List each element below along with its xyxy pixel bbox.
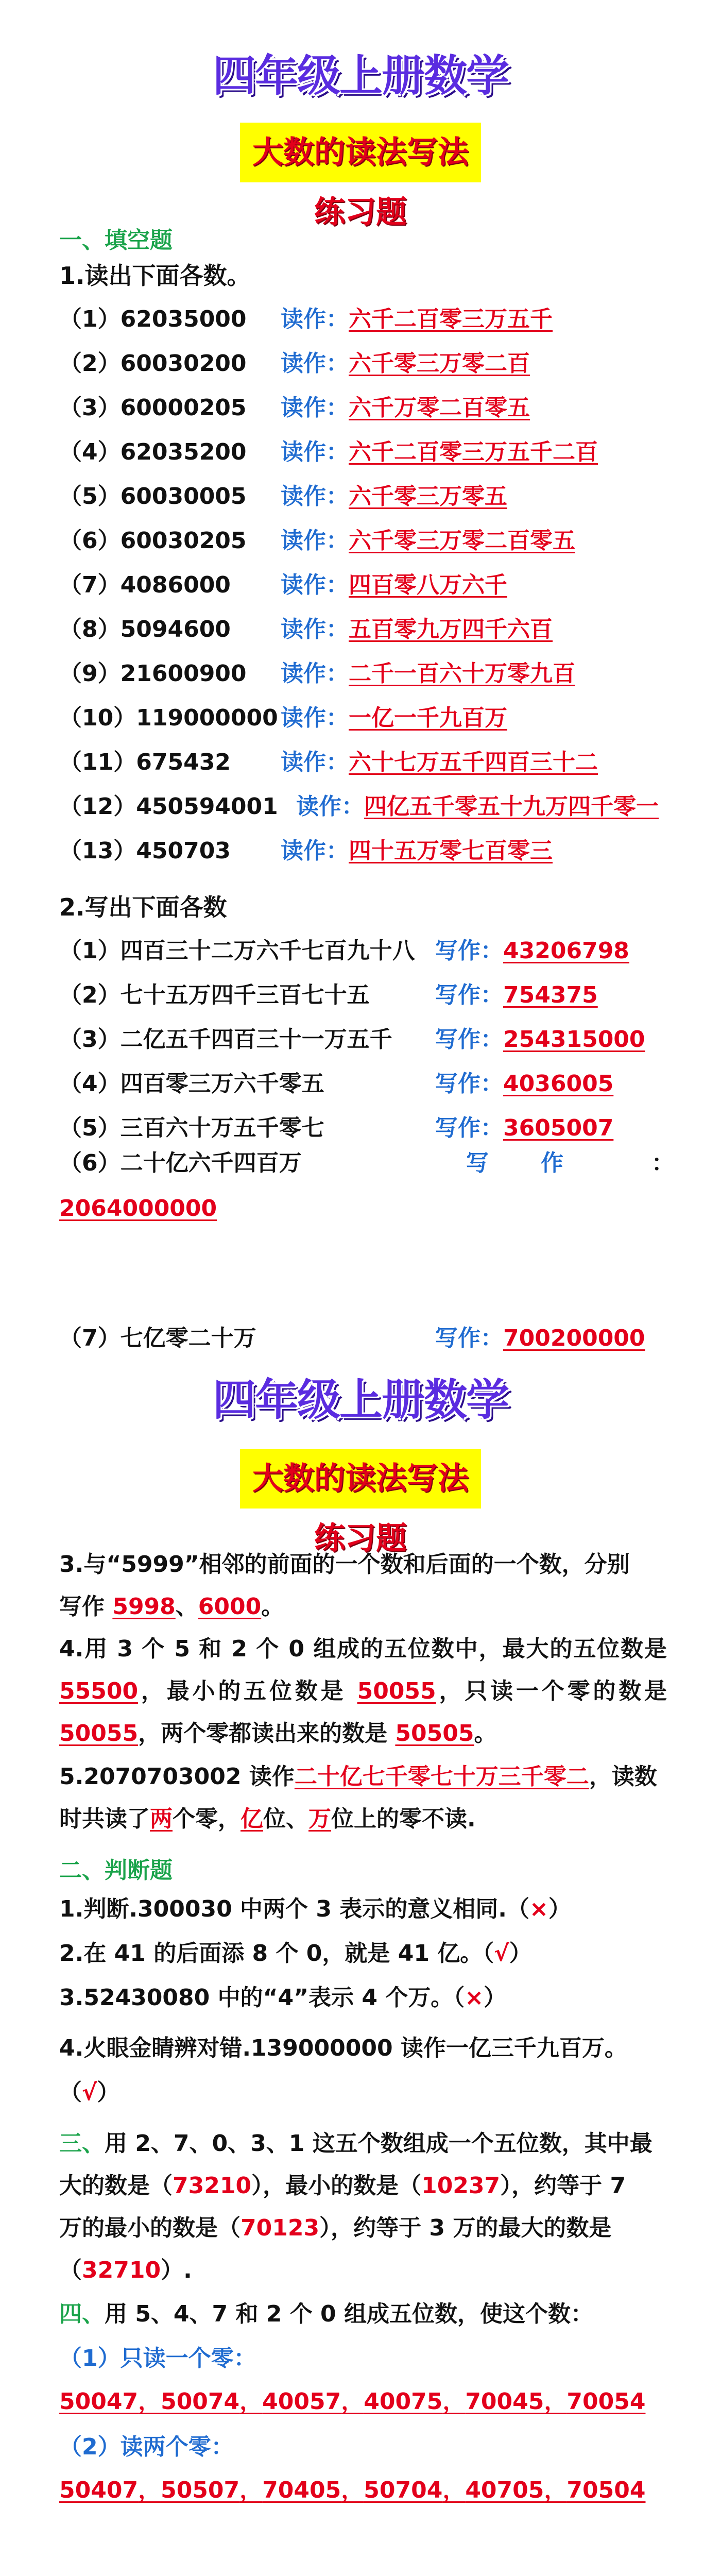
q7-answer: 50407 [59, 2477, 139, 2503]
judge-text: 1.判断.300030 中两个 3 表示的意义相同.（ [59, 1896, 530, 1922]
q4-end: 。 [474, 1720, 497, 1747]
q7-text: 用 5、4、7 和 2 个 0 组成五位数，使这个数： [105, 2301, 593, 2327]
write-colon: ： [651, 1150, 674, 1176]
judge-item [59, 1896, 571, 1923]
q4-answer: 50505 [395, 1720, 474, 1747]
read-item-number: （5）60030005 [59, 483, 247, 510]
q7-answer: 50507 [161, 2477, 240, 2503]
read-item [59, 350, 530, 378]
section-3-head: 三、 [59, 2130, 105, 2157]
read-item-number: （9）21600900 [59, 660, 247, 687]
q5-text: 位、 [263, 1806, 308, 1832]
write-item-number: （6）二十亿六千四百万 [59, 1150, 302, 1176]
read-label: 读作： [281, 705, 349, 731]
write-label: 写作： [435, 1026, 503, 1053]
q3-text: 写作 [59, 1594, 105, 1620]
judge-text: 3.52430080 中的“4”表示 4 个万。（ [59, 1985, 465, 2011]
q4-answer: 50055 [357, 1678, 436, 1704]
read-item-number: （3）60000205 [59, 395, 247, 421]
q6-text: ），约等于 3 万的最大的数是 [319, 2215, 612, 2241]
q3-separator: 、 [175, 1594, 198, 1620]
judge-item [59, 1940, 532, 1968]
q4-answer: 50055 [59, 1720, 139, 1747]
q7-answer: 40075 [364, 2388, 443, 2415]
q5-answer: 亿 [241, 1806, 263, 1832]
q6-answer: 32710 [82, 2257, 161, 2283]
read-item [59, 395, 530, 422]
write-answer: 3605007 [503, 1115, 614, 1141]
q5-text: 时共读了 [59, 1806, 150, 1832]
read-label: 读作： [296, 793, 364, 820]
q4-text: ，只读一个零的数是 [436, 1678, 667, 1704]
read-item-number: （8）5094600 [59, 616, 231, 642]
read-label: 读作： [281, 483, 349, 510]
read-item [59, 528, 575, 555]
write-label: 作 [541, 1150, 563, 1176]
read-item-number: （7）4086000 [59, 572, 231, 598]
q7-answer: 50047 [59, 2388, 139, 2415]
read-answer: 四亿五千零五十九万四千零一 [364, 793, 659, 820]
list-separator: ， [138, 2388, 161, 2415]
read-item-number: （1）62035000 [59, 306, 247, 332]
read-item [59, 306, 553, 333]
q6-answer: 73210 [173, 2173, 252, 2199]
question-3 [59, 1544, 667, 1628]
write-item-number: （7）七亿零二十万 [59, 1325, 256, 1351]
q6-text: 大的数是（ [59, 2173, 173, 2199]
read-item-number: （6）60030205 [59, 528, 247, 554]
write-item [59, 982, 598, 1009]
q4-text: ，两个零都读出来的数是 [138, 1720, 388, 1747]
section-fill-in: 一、填空题 [59, 227, 173, 253]
read-label: 读作： [281, 616, 349, 642]
q5-answer: 万 [308, 1806, 331, 1832]
list-separator: ， [544, 2477, 567, 2503]
read-answer: 四十五万零七百零三 [349, 838, 553, 864]
section-4-head: 四、 [59, 2301, 105, 2327]
read-item-number: （2）60030200 [59, 350, 247, 377]
read-item-number: （11）675432 [59, 749, 231, 775]
q6-text: 万的最小的数是（ [59, 2215, 241, 2241]
read-answer: 六千万零二百零五 [349, 395, 530, 421]
page-title-2: 四年级上册数学 [212, 1375, 508, 1425]
q7-answer: 50074 [161, 2388, 240, 2415]
read-answer: 六千二百零三万五千 [349, 306, 553, 332]
write-answer: 43206798 [503, 938, 629, 964]
q6-text: ）. [161, 2257, 192, 2283]
q3-text: 3.与“5999”相邻的前面的一个数和后面的一个数，分别 [59, 1551, 630, 1578]
write-label: 写 [466, 1150, 489, 1176]
write-label: 写作： [435, 938, 503, 964]
q6-text: ），约等于 7 [500, 2173, 626, 2199]
check-mark-icon: √ [494, 1940, 509, 1967]
judge-bracket: ） [484, 1985, 507, 2011]
q6-answer: 10237 [421, 2173, 501, 2199]
read-answer: 一亿一千九百万 [349, 705, 507, 731]
write-label: 写作： [435, 1115, 503, 1141]
title-banner: 大数的读法写法练习题 [240, 123, 481, 182]
write-label: 写作： [435, 1325, 503, 1351]
read-label: 读作： [281, 660, 349, 687]
read-item [59, 749, 598, 776]
q5-text: 5.2070703002 读作 [59, 1764, 295, 1790]
q3-end: 。 [261, 1594, 284, 1620]
judge-item [59, 2035, 627, 2062]
write-label: 写作： [435, 982, 503, 1008]
q7-answer: 70504 [566, 2477, 646, 2503]
q3-answer: 6000 [198, 1594, 262, 1620]
write-answer: 754375 [503, 982, 598, 1008]
list-separator: ， [544, 2388, 567, 2415]
write-item-6 [59, 1150, 674, 1177]
read-item-number: （10）119000000 [59, 705, 278, 731]
write-item-number: （4）四百零三万六千零五 [59, 1071, 324, 1097]
q4-text: 4.用 3 个 5 和 2 个 0 组成的五位数中，最大的五位数是 [59, 1636, 667, 1662]
q7-sub-2: （2）读两个零： [59, 2434, 234, 2460]
write-item-number: （2）七十五万四千三百七十五 [59, 982, 370, 1008]
read-answer: 六千零三万零二百零五 [349, 528, 575, 554]
question-1: 1.读出下面各数。 [59, 262, 251, 290]
write-item-7 [59, 1325, 645, 1352]
judge-item [59, 1985, 506, 2012]
q5-text: ，读数 [589, 1764, 657, 1790]
q6-text: 用 2、7、0、3、1 这五个数组成一个五位数，其中最 [105, 2130, 653, 2157]
list-separator: ， [239, 2477, 263, 2503]
read-label: 读作： [281, 749, 349, 775]
read-item [59, 705, 507, 732]
q5-answer: 两 [150, 1806, 173, 1832]
read-item [59, 793, 659, 821]
page-title: 四年级上册数学 [212, 50, 508, 101]
read-label: 读作： [281, 395, 349, 421]
list-separator: ， [138, 2477, 161, 2503]
q7-answer: 70405 [262, 2477, 341, 2503]
q5-text: 位上的零不读. [331, 1806, 476, 1832]
q6-text: （ [59, 2257, 82, 2283]
read-label: 读作： [281, 306, 349, 332]
read-answer: 四百零八万六千 [349, 572, 507, 598]
list-separator: ， [442, 2477, 466, 2503]
write-item-number: （3）二亿五千四百三十一万五千 [59, 1026, 392, 1053]
cross-mark-icon: × [465, 1985, 484, 2011]
q4-answer: 55500 [59, 1678, 139, 1704]
write-answer: 2064000000 [59, 1195, 217, 1222]
judge-text: 2.在 41 的后面添 8 个 0，就是 41 亿。（ [59, 1940, 494, 1967]
question-7 [59, 2301, 593, 2328]
question-5 [59, 1756, 667, 1840]
read-item [59, 439, 598, 466]
write-answer: 254315000 [503, 1026, 645, 1053]
read-label: 读作： [281, 350, 349, 377]
write-answer: 4036005 [503, 1071, 614, 1097]
read-label: 读作： [281, 528, 349, 554]
list-separator: ， [341, 2388, 364, 2415]
q7-answer: 70054 [566, 2388, 646, 2415]
read-label: 读作： [281, 439, 349, 465]
check-mark-icon: √ [82, 2079, 97, 2106]
write-item [59, 938, 629, 965]
q7-sub-1: （1）只读一个零： [59, 2345, 256, 2371]
read-item [59, 838, 553, 865]
write-answer: 700200000 [503, 1325, 645, 1351]
judge-bracket: ） [509, 1940, 532, 1967]
read-item [59, 483, 507, 511]
judge-item-4-mark [59, 2079, 119, 2107]
judge-bracket: （ [59, 2079, 82, 2106]
q4-text: ，最小的五位数是 [138, 1678, 347, 1704]
cross-mark-icon: × [529, 1896, 548, 1922]
section-judgement: 二、判断题 [59, 1857, 173, 1884]
q7-answer: 40705 [465, 2477, 544, 2503]
read-answer: 五百零九万四千六百 [349, 616, 553, 642]
list-separator: ， [442, 2388, 466, 2415]
write-item [59, 1026, 645, 1054]
judge-bracket: ） [548, 1896, 571, 1922]
question-2: 2.写出下面各数 [59, 893, 227, 921]
write-item-number: （5）三百六十万五千零七 [59, 1115, 324, 1141]
q7-answers-2 [59, 2477, 645, 2504]
read-answer: 六千零三万零五 [349, 483, 507, 510]
question-4 [59, 1628, 667, 1755]
q7-answers-1 [59, 2388, 645, 2416]
read-item [59, 660, 575, 688]
read-item [59, 572, 507, 599]
list-separator: ， [341, 2477, 364, 2503]
judge-text: 4.火眼金睛辨对错.139000000 读作一亿三千九百万。 [59, 2035, 627, 2061]
write-label: 写作： [435, 1071, 503, 1097]
read-item [59, 616, 553, 643]
q7-answer: 70045 [465, 2388, 544, 2415]
write-answer-6 [59, 1195, 217, 1223]
read-item-number: （13）450703 [59, 838, 231, 864]
read-answer: 六千二百零三万五千二百 [349, 439, 598, 465]
write-item-number: （1）四百三十二万六千七百九十八 [59, 938, 415, 964]
read-label: 读作： [281, 838, 349, 864]
judge-bracket: ） [97, 2079, 120, 2106]
q6-answer: 70123 [241, 2215, 320, 2241]
q5-text: 个零， [173, 1806, 241, 1832]
write-item [59, 1071, 613, 1098]
q6-text: ），最小的数是（ [251, 2173, 422, 2199]
list-separator: ， [239, 2388, 263, 2415]
read-answer: 二千一百六十万零九百 [349, 660, 575, 687]
title-banner-2: 大数的读法写法练习题 [240, 1449, 481, 1509]
q3-answer: 5998 [112, 1594, 176, 1620]
read-item-number: （4）62035200 [59, 439, 247, 465]
read-label: 读作： [281, 572, 349, 598]
q7-answer: 50704 [364, 2477, 443, 2503]
q7-answer: 40057 [262, 2388, 341, 2415]
read-answer: 六十七万五千四百三十二 [349, 749, 598, 775]
read-item-number: （12）450594001 [59, 793, 278, 820]
question-6 [59, 2123, 667, 2292]
read-answer: 六千零三万零二百 [349, 350, 530, 377]
q5-answer: 二十亿七千零七十万三千零二 [294, 1764, 589, 1790]
write-item [59, 1115, 613, 1142]
